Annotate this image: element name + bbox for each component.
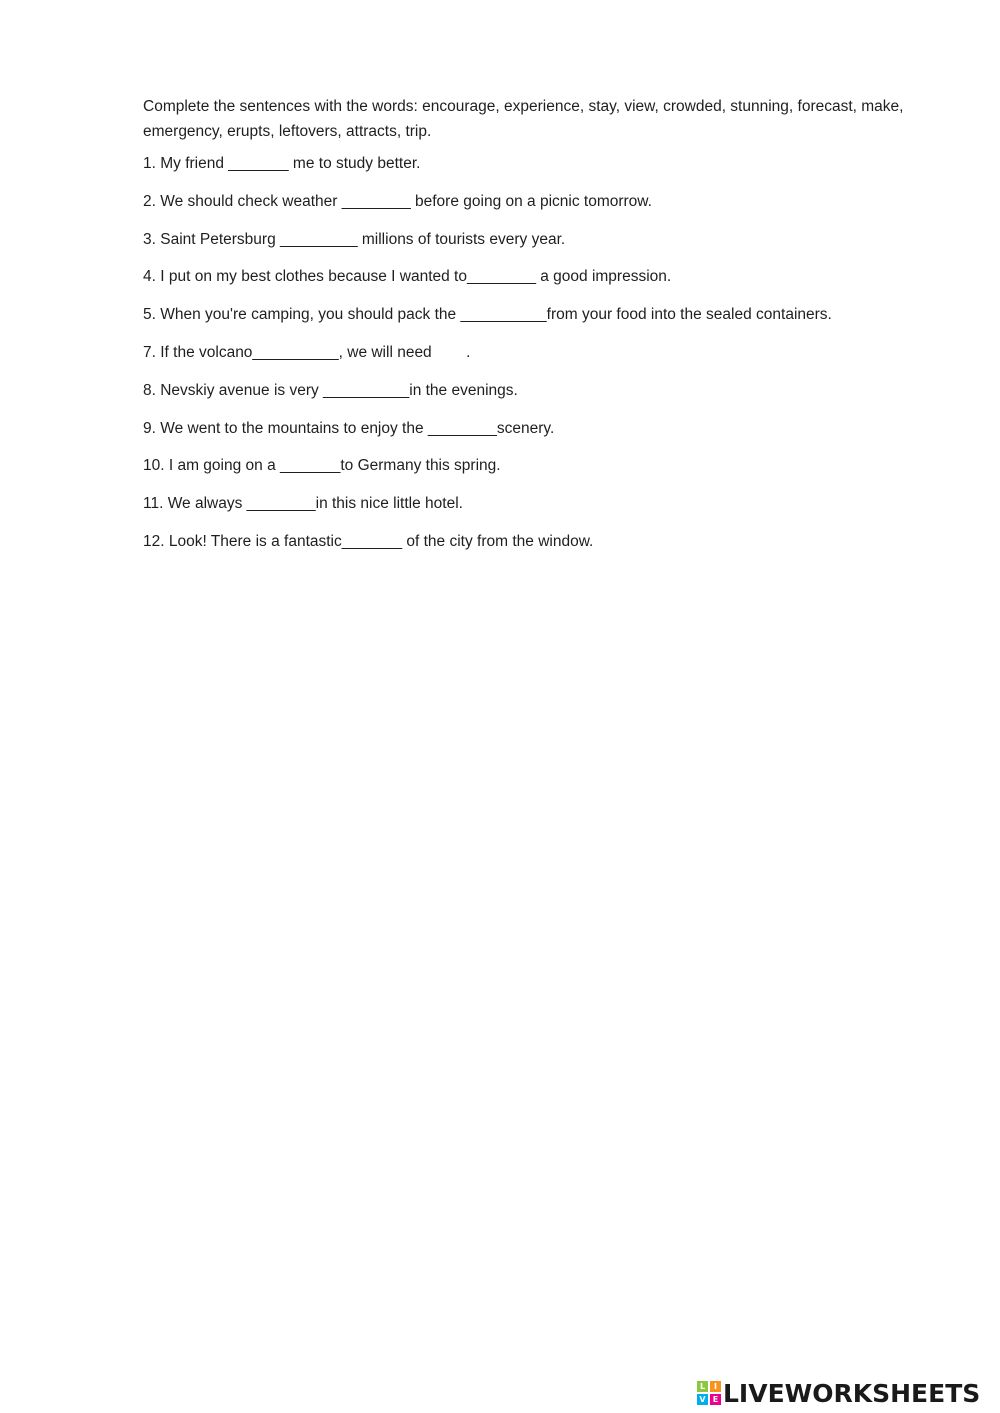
exercise-item: 1. My friend _______ me to study better.	[143, 155, 421, 172]
logo-tile: V	[697, 1394, 708, 1405]
exercise-list	[143, 154, 943, 552]
logo-tile: I	[710, 1381, 721, 1392]
exercise-item: 3. Saint Petersburg _________ millions of tourists every year.	[143, 230, 566, 248]
exercise-item: 11. We always ________in this nice little hotel.	[143, 495, 463, 513]
instructions: Complete the sentences with the words: encourage, experience, stay, view, crowded, stunning, forecast, make, emergency, erupts, leftovers, attracts, trip.	[143, 98, 904, 140]
exercise-item: 8. Nevskiy avenue is very __________in the evenings.	[143, 381, 518, 399]
logo-tile: L	[697, 1381, 708, 1392]
exercise-item: 12. Look! There is a fantastic_______ of the city from the window.	[143, 532, 594, 550]
logo-tile: E	[710, 1394, 721, 1405]
worksheet	[143, 94, 943, 570]
logo-wordmark: LIVEWORKSHEETS	[723, 1378, 981, 1408]
exercise-item: 4. I put on my best clothes because I wanted to________ a good impression.	[143, 268, 672, 286]
exercise-item: 10. I am going on a _______to Germany this spring.	[143, 457, 501, 475]
exercise-item: 5. When you're camping, you should pack the __________from your food into the sealed containers.	[143, 306, 832, 324]
liveworksheets-logo	[697, 1378, 980, 1408]
exercise-item: 9. We went to the mountains to enjoy the ________scenery.	[143, 419, 555, 437]
logo-tiles-icon	[697, 1381, 721, 1405]
exercise-item: 7. If the volcano__________, we will need .	[143, 343, 471, 361]
exercise-item: 2. We should check weather ________ before going on a picnic tomorrow.	[143, 192, 652, 210]
